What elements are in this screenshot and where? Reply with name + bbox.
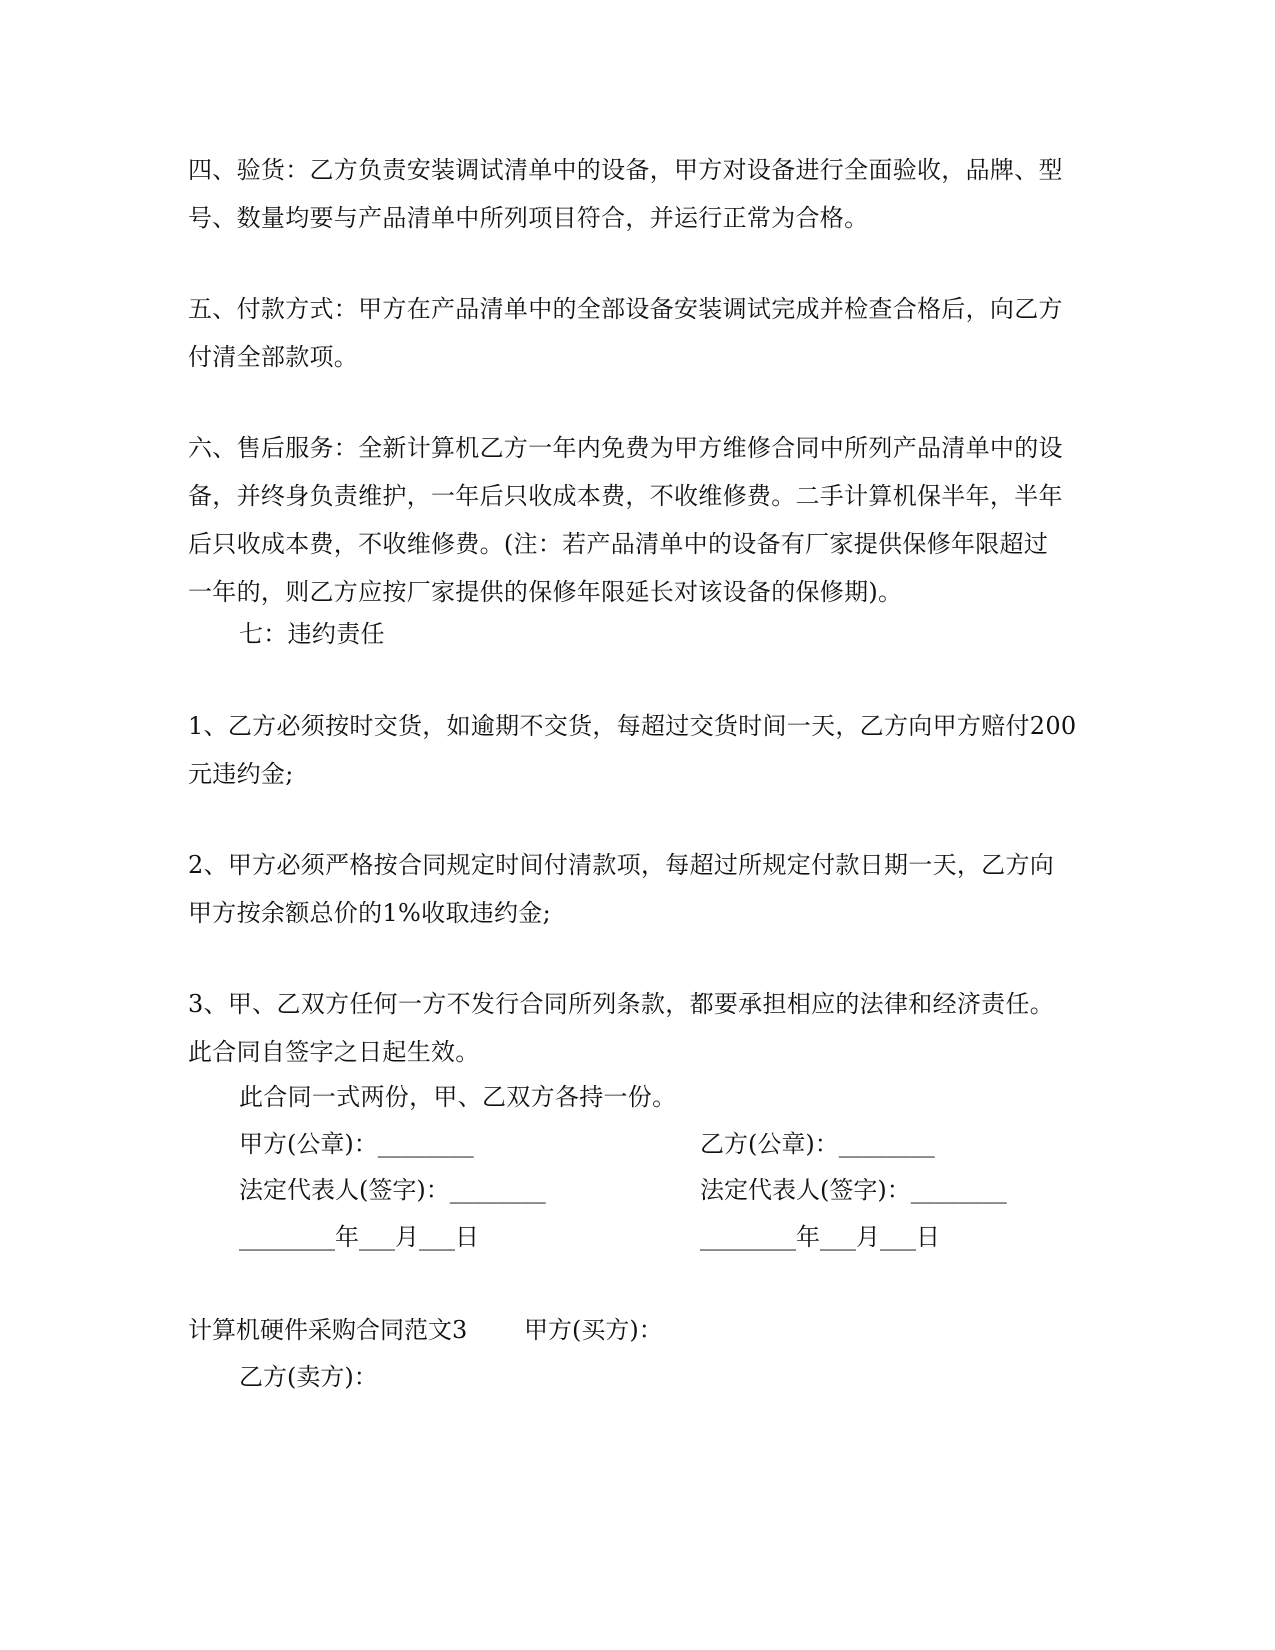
party-a-seal-line: 甲方(公章)：________ <box>239 1130 474 1158</box>
clause-after-sales-line-4: 一年的，则乙方应按厂家提供的保修年限延长对该设备的保修期)。 <box>188 578 903 606</box>
breach-clause-1-line-1: 1、乙方必须按时交货，如逾期不交货，每超过交货时间一天，乙方向甲方赔付200 <box>188 712 1077 740</box>
clause-inspection-line-2: 号、数量均要与产品清单中所列项目符合，并运行正常为合格。 <box>188 204 869 232</box>
party-b-date-line: ________年___月___日 <box>700 1223 940 1251</box>
clause-payment <box>188 285 1088 381</box>
party-b-seal-line: 乙方(公章)：________ <box>700 1130 935 1158</box>
party-b-representative-line: 法定代表人(签字)：________ <box>700 1176 1007 1204</box>
copies-statement-text: 此合同一式两份，甲、乙双方各持一份。 <box>239 1083 677 1111</box>
next-contract-party-b: 乙方(卖方)： <box>239 1363 378 1391</box>
clause-after-sales-line-1: 六、售后服务：全新计算机乙方一年内免费为甲方维修合同中所列产品清单中的设 <box>188 434 1063 462</box>
party-a-date-line: ________年___月___日 <box>239 1223 479 1251</box>
breach-clause-3-line-2: 此合同自签字之日起生效。 <box>188 1038 480 1066</box>
copies-statement <box>239 1073 1139 1121</box>
breach-heading-text: 七：违约责任 <box>239 620 385 648</box>
clause-inspection-line-1: 四、验货：乙方负责安装调试清单中的设备，甲方对设备进行全面验收，品牌、型 <box>188 156 1063 184</box>
breach-clause-3-line-1: 3、甲、乙双方任何一方不发行合同所列条款，都要承担相应的法律和经济责任。 <box>188 990 1055 1018</box>
party-a-representative-line: 法定代表人(签字)：________ <box>239 1176 546 1204</box>
clause-inspection <box>188 146 1088 242</box>
breach-clause-1-line-2: 元违约金; <box>188 760 294 788</box>
clause-after-sales-line-2: 备，并终身负责维护，一年后只收成本费，不收维修费。二手计算机保半年，半年 <box>188 482 1063 510</box>
breach-clause-2 <box>188 841 1088 937</box>
breach-clause-3 <box>188 980 1088 1076</box>
breach-clause-2-line-2: 甲方按余额总价的1%收取违约金; <box>188 899 551 927</box>
next-contract-party-a: 甲方(买方)： <box>524 1316 663 1344</box>
clause-after-sales <box>188 424 1088 616</box>
clause-payment-line-1: 五、付款方式：甲方在产品清单中的全部设备安装调试完成并检查合格后，向乙方 <box>188 295 1063 323</box>
breach-clause-1 <box>188 702 1088 798</box>
breach-heading <box>239 610 1139 658</box>
clause-after-sales-line-3: 后只收成本费，不收维修费。(注：若产品清单中的设备有厂家提供保修年限超过 <box>188 530 1049 558</box>
breach-clause-2-line-1: 2、甲方必须严格按合同规定时间付清款项，每超过所规定付款日期一天，乙方向 <box>188 851 1055 879</box>
clause-payment-line-2: 付清全部款项。 <box>188 343 359 371</box>
next-contract-title: 计算机硬件采购合同范文3 <box>188 1316 468 1344</box>
